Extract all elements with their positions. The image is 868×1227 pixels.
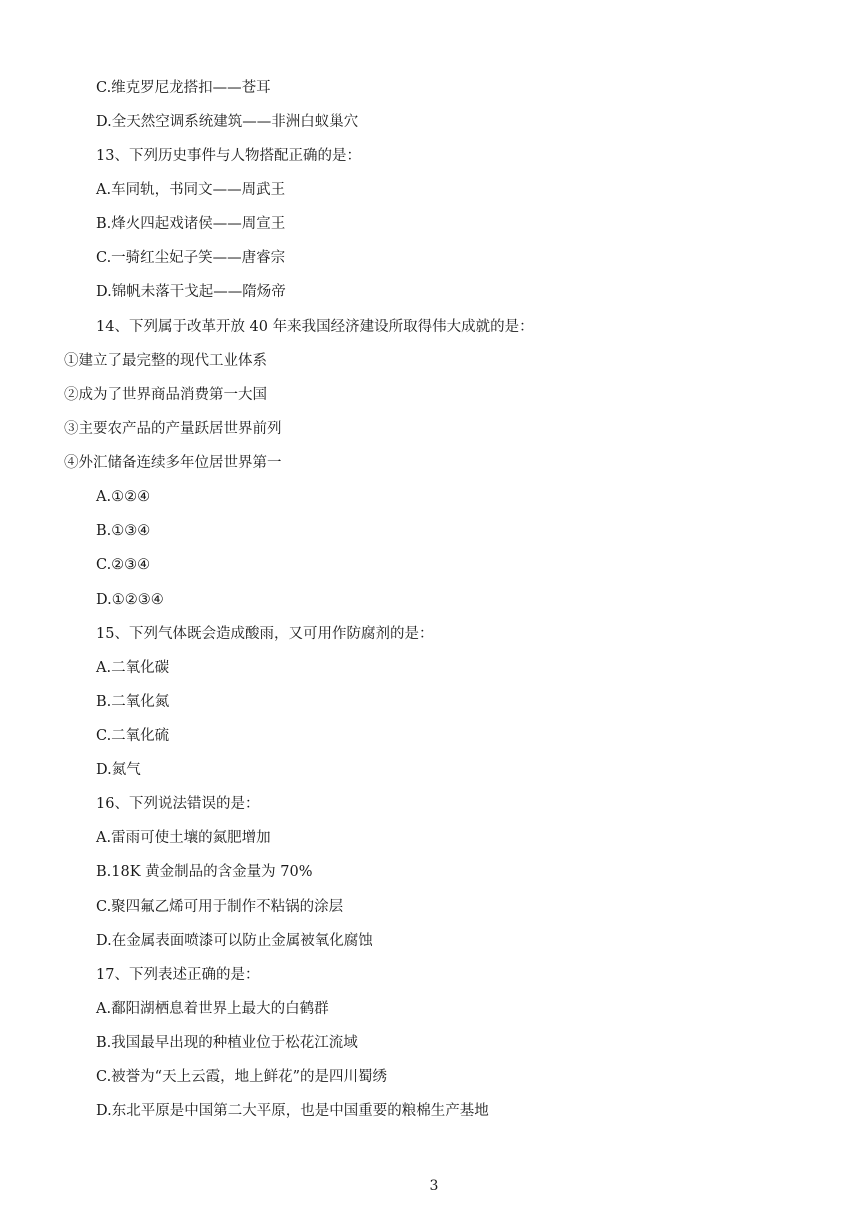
statement-line: ①建立了最完整的现代工业体系 — [64, 353, 267, 369]
option-line: A.二氧化碳 — [96, 660, 170, 676]
statement-line: ②成为了世界商品消费第一大国 — [64, 387, 267, 403]
option-line: C.聚四氟乙烯可用于制作不粘锅的涂层 — [96, 899, 344, 915]
option-line: D.东北平原是中国第二大平原，也是中国重要的粮棉生产基地 — [96, 1103, 489, 1119]
option-line: C.②③④ — [96, 557, 151, 573]
option-line: B.我国最早出现的种植业位于松花江流域 — [96, 1035, 358, 1051]
option-line: B.烽火四起戏诸侯——周宣王 — [96, 216, 286, 232]
option-line: A.雷雨可使土壤的氮肥增加 — [96, 830, 271, 846]
option-line: A.车同轨，书同文——周武王 — [96, 182, 286, 198]
option-line: A.①②④ — [96, 489, 151, 505]
question-17: 17、下列表述正确的是： — [96, 967, 260, 983]
option-line: B.①③④ — [96, 523, 151, 539]
option-line: A.鄱阳湖栖息着世界上最大的白鹤群 — [96, 1001, 329, 1017]
option-line: C.被誉为“天上云霞，地上鲜花”的是四川蜀绣 — [96, 1069, 388, 1085]
option-line: D.在金属表面喷漆可以防止金属被氧化腐蚀 — [96, 933, 373, 949]
option-line: C.维克罗尼龙搭扣——苍耳 — [96, 80, 271, 96]
option-line: D.①②③④ — [96, 592, 164, 608]
option-line: C.二氧化硫 — [96, 728, 170, 744]
option-line: B.二氧化氮 — [96, 694, 170, 710]
statement-line: ③主要农产品的产量跃居世界前列 — [64, 421, 282, 437]
question-13: 13、下列历史事件与人物搭配正确的是： — [96, 148, 361, 164]
statement-line: ④外汇储备连续多年位居世界第一 — [64, 455, 282, 471]
question-16: 16、下列说法错误的是： — [96, 796, 260, 812]
option-line: C.一骑红尘妃子笑——唐睿宗 — [96, 250, 286, 266]
option-line: D.氮气 — [96, 762, 141, 778]
question-15: 15、下列气体既会造成酸雨，又可用作防腐剂的是： — [96, 626, 434, 642]
option-line: B.18K 黄金制品的含金量为 70% — [96, 864, 313, 880]
question-14: 14、下列属于改革开放 40 年来我国经济建设所取得伟大成就的是： — [96, 319, 534, 335]
option-line: D.锦帆未落干戈起——隋炀帝 — [96, 284, 286, 300]
page-number: 3 — [429, 1178, 439, 1194]
option-line: D.全天然空调系统建筑——非洲白蚁巢穴 — [96, 114, 359, 130]
